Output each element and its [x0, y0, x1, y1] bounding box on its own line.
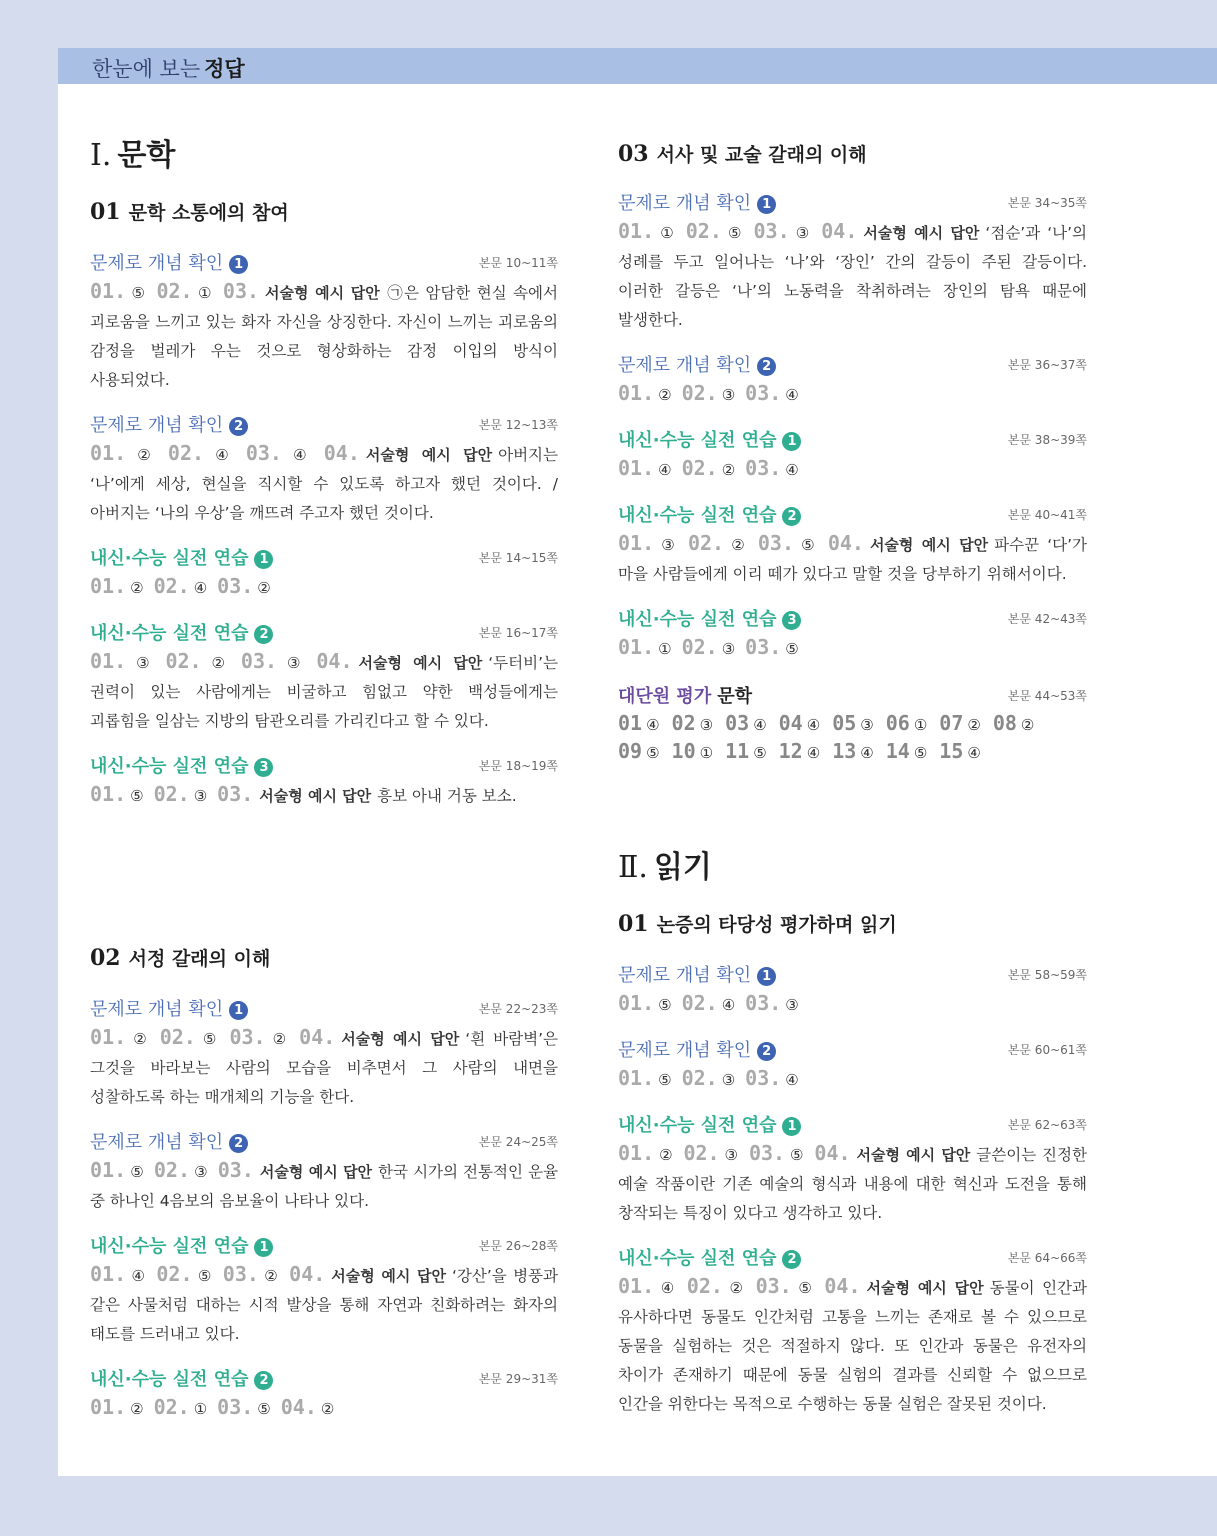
- answer-text: 01. ② 02. ③ 03. ④: [618, 381, 799, 405]
- chapter-title: 03 서사 및 교술 갈래의 이해: [618, 141, 867, 167]
- section-title: 문제로 개념 확인 2: [618, 1036, 776, 1062]
- evaluation-item: 02 ③: [671, 711, 714, 735]
- page-reference: 본문 22~23쪽: [478, 1002, 558, 1016]
- section-title: 문제로 개념 확인 2: [90, 1128, 248, 1154]
- evaluation-item: 03 ④: [725, 711, 767, 735]
- section-title: 내신·수능 실전 연습 2: [90, 1365, 273, 1391]
- right-column: [618, 140, 1087, 766]
- evaluation-item: 12 ④: [778, 739, 821, 763]
- section-number-badge: 2: [757, 357, 776, 376]
- section-title: 내신·수능 실전 연습 1: [618, 426, 801, 452]
- page-reference: 본문 18~19쪽: [478, 759, 558, 773]
- answer-text: 01. ⑤ 02. ① 03. 서술형 예시 답안 ㉠은 암담한 현실 속에서 괴로움을 느끼고 있는 화자 자신을 상징한다. 자신이 느끼는 괴로움의 감정을 벌레가 우는 것으로 형상화하는 감정 이입의 방식이 사용되었다.: [90, 279, 558, 389]
- section-title: 내신·수능 실전 연습 1: [618, 1111, 801, 1137]
- answer-text: 01. ⑤ 02. ③ 03. 서술형 예시 답안 흥보 아내 거동 보소.: [90, 782, 517, 806]
- evaluation-item: 15 ④: [939, 739, 981, 763]
- answer-text: 01. ① 02. ⑤ 03. ③ 04. 서술형 예시 답안 ‘점순’과 ‘나’의 성례를 두고 일어나는 ‘나’와 ‘장인’ 간의 갈등이 주된 갈등이다. 이러한 갈등은 ‘나’의 노동력을 착취하려는 장인의 탐욕 때문에 발생한다.: [618, 219, 1088, 329]
- left-column-lower: [90, 944, 558, 1424]
- evaluation-item: 05 ③: [832, 711, 874, 735]
- answer-text: 01. ② 02. ④ 03. ④ 04. 서술형 예시 답안 아버지는 ‘나’에게 세상, 현실을 직시할 수 있도록 하고자 했던 것이다. / 아버지는 ‘나의 우상’을 깨뜨려 주고자 했던 것이다.: [90, 441, 559, 522]
- section-title: 내신·수능 실전 연습 2: [90, 619, 273, 645]
- section-title: 문제로 개념 확인 1: [618, 189, 776, 215]
- section-title: 문제로 개념 확인 1: [90, 995, 248, 1021]
- page-reference: 본문 44~53쪽: [1007, 689, 1087, 703]
- evaluation-item: 11 ⑤: [725, 739, 767, 763]
- section-title: 내신·수능 실전 연습 2: [618, 501, 801, 527]
- header-title-strong: 정답: [204, 57, 245, 81]
- evaluation-item: 09 ⑤: [618, 739, 660, 763]
- section-number-badge: 1: [782, 1117, 801, 1136]
- answer-text: 01. ⑤ 02. ③ 03. ④: [618, 1066, 799, 1090]
- answer-text: 01. ① 02. ③ 03. ⑤: [618, 635, 799, 659]
- evaluation-answers: [618, 710, 1087, 766]
- page-reference: 본문 14~15쪽: [478, 551, 558, 565]
- answer-text: 01. ⑤ 02. ④ 03. ③: [618, 991, 799, 1015]
- answer-text: 01. ③ 02. ② 03. ③ 04. 서술형 예시 답안 ‘두터비’는 권력이 있는 사람에게는 비굴하고 힘없고 약한 백성들에게는 괴롭힘을 일삼는 지방의 탐관오리를 가리킨다고 할 수 있다.: [90, 649, 558, 730]
- page-reference: 본문 10~11쪽: [478, 256, 558, 270]
- section-title: 문제로 개념 확인 1: [618, 961, 776, 987]
- evaluation-item: 14 ⑤: [885, 739, 928, 763]
- section-number-badge: 2: [782, 507, 801, 526]
- answer-text: 01. ② 02. ④ 03. ②: [90, 574, 271, 598]
- section-block: [618, 605, 1087, 664]
- answer-text: 01. ② 02. ③ 03. ⑤ 04. 서술형 예시 답안 글쓴이는 진정한 예술 작품이란 기존 예술의 형식과 내용에 대한 혁신과 도전을 통해 창작되는 특징이 있다고 생각하고 있다.: [618, 1141, 1087, 1222]
- evaluation-item: 10 ①: [671, 739, 714, 763]
- page-reference: 본문 38~39쪽: [1007, 433, 1087, 447]
- section-block: [90, 619, 558, 736]
- answer-text: 01. ② 02. ① 03. ⑤ 04. ②: [90, 1395, 335, 1419]
- section-block: [618, 961, 1087, 1020]
- page-reference: 본문 62~63쪽: [1007, 1118, 1087, 1132]
- section-number-badge: 2: [757, 1042, 776, 1061]
- section-title: 문제로 개념 확인 2: [90, 411, 248, 437]
- section-number-badge: 2: [229, 417, 248, 436]
- section-title: 대단원 평가 문학: [618, 686, 752, 707]
- answer-text: 01. ② 02. ⑤ 03. ② 04. 서술형 예시 답안 ‘흰 바람벽’은 그것을 바라보는 사람의 모습을 비추면서 그 사람의 내면을 성찰하도록 하는 매개체의 기능을 한다.: [90, 1025, 559, 1106]
- evaluation-row-1: [618, 710, 1087, 738]
- evaluation-item: 08 ②: [992, 711, 1035, 735]
- section-title: 내신·수능 실전 연습 3: [90, 752, 273, 778]
- page-reference: 본문 64~66쪽: [1007, 1251, 1087, 1265]
- header-prefix: 한눈에 보는: [92, 57, 201, 81]
- section-block: [90, 544, 558, 603]
- page-reference: 본문 34~35쪽: [1007, 196, 1087, 210]
- section-number-badge: 2: [254, 625, 273, 644]
- section-title: 내신·수능 실전 연습 3: [618, 605, 801, 631]
- page-reference: 본문 58~59쪽: [1007, 968, 1087, 982]
- page-reference: 본문 24~25쪽: [478, 1135, 558, 1149]
- section-block: [90, 1232, 558, 1349]
- section-number-badge: 3: [782, 611, 801, 630]
- section-block: [618, 351, 1087, 410]
- page-reference: 본문 36~37쪽: [1007, 358, 1087, 372]
- section-block: [618, 1036, 1087, 1095]
- section-title: 내신·수능 실전 연습 2: [618, 1244, 801, 1270]
- answer-text: 01. ④ 02. ② 03. ⑤ 04. 서술형 예시 답안 동물이 인간과 유사하다면 동물도 인간처럼 고통을 느끼는 존재로 볼 수 있으므로 동물을 실험하는 것은 적절하지 않다. 또 인간과 동물은 유전자의 차이가 존재하기 때문에 동물 실험의 결과를 신뢰할 수 없으므로 인간을 위한다는 목적으로 수행하는 동물 실험은 잘못된 것이다.: [618, 1274, 1087, 1413]
- section-block: [90, 752, 558, 811]
- chapter-title: 02 서정 갈래의 이해: [90, 945, 271, 971]
- evaluation-item: 04 ④: [778, 711, 821, 735]
- section-number-badge: 2: [229, 1134, 248, 1153]
- page-reference: 본문 29~31쪽: [478, 1372, 558, 1386]
- section-title: 문제로 개념 확인 2: [618, 351, 776, 377]
- answer-text: 01. ③ 02. ② 03. ⑤ 04. 서술형 예시 답안 파수꾼 ‘다’가 마을 사람들에게 이리 떼가 있다고 말할 것을 당부하기 위해서이다.: [618, 531, 1087, 583]
- page-reference: 본문 60~61쪽: [1007, 1043, 1087, 1057]
- section-number-badge: 1: [757, 195, 776, 214]
- section-number-badge: 3: [254, 758, 273, 777]
- part-title-literature: Ⅰ. 문학: [90, 138, 176, 173]
- section-number-badge: 1: [757, 967, 776, 986]
- section-number-badge: 2: [254, 1371, 273, 1390]
- page-reference: 본문 16~17쪽: [478, 626, 558, 640]
- section-block: [618, 1244, 1087, 1419]
- section-number-badge: 1: [229, 255, 248, 274]
- unit-evaluation: [618, 682, 1087, 766]
- section-block: [90, 995, 558, 1112]
- evaluation-row-2: [618, 738, 1087, 766]
- right-column-lower: [618, 842, 1087, 1419]
- answer-text: 01. ④ 02. ② 03. ④: [618, 456, 799, 480]
- section-number-badge: 1: [229, 1001, 248, 1020]
- section-block: [90, 1128, 558, 1216]
- section-number-badge: 1: [782, 432, 801, 451]
- evaluation-item: 07 ②: [939, 711, 981, 735]
- section-block: [90, 1365, 558, 1424]
- section-block: [618, 426, 1087, 485]
- section-title: 내신·수능 실전 연습 1: [90, 1232, 273, 1258]
- left-column: [90, 130, 558, 811]
- section-block: [618, 501, 1087, 589]
- evaluation-item: 13 ④: [832, 739, 874, 763]
- page-reference: 본문 42~43쪽: [1007, 612, 1087, 626]
- evaluation-item: 06 ①: [885, 711, 928, 735]
- chapter-title: 01 문학 소통에의 참여: [90, 199, 289, 225]
- part-title-reading: Ⅱ. 읽기: [618, 850, 712, 885]
- section-number-badge: 1: [254, 550, 273, 569]
- page-reference: 본문 26~28쪽: [478, 1239, 558, 1253]
- evaluation-item: 01 ④: [618, 711, 660, 735]
- section-title: 문제로 개념 확인 1: [90, 249, 248, 275]
- section-title: 내신·수능 실전 연습 1: [90, 544, 273, 570]
- chapter-title: 01 논증의 타당성 평가하며 읽기: [618, 911, 897, 937]
- page-reference: 본문 40~41쪽: [1007, 508, 1087, 522]
- section-number-badge: 1: [254, 1238, 273, 1257]
- section-block: [618, 189, 1087, 335]
- page-reference: 본문 12~13쪽: [478, 418, 558, 432]
- answer-text: 01. ⑤ 02. ③ 03. 서술형 예시 답안 한국 시가의 전통적인 운율 중 하나인 4음보의 음보율이 나타나 있다.: [90, 1158, 558, 1210]
- section-block: [618, 1111, 1087, 1228]
- section-number-badge: 2: [782, 1250, 801, 1269]
- section-block: [90, 411, 558, 528]
- header-title: [92, 53, 245, 83]
- answer-text: 01. ④ 02. ⑤ 03. ② 04. 서술형 예시 답안 ‘강산’을 병풍과 같은 사물처럼 대하는 시적 발상을 통해 자연과 친화하려는 화자의 태도를 드러내고 있다.: [90, 1262, 559, 1343]
- section-block: [90, 249, 558, 395]
